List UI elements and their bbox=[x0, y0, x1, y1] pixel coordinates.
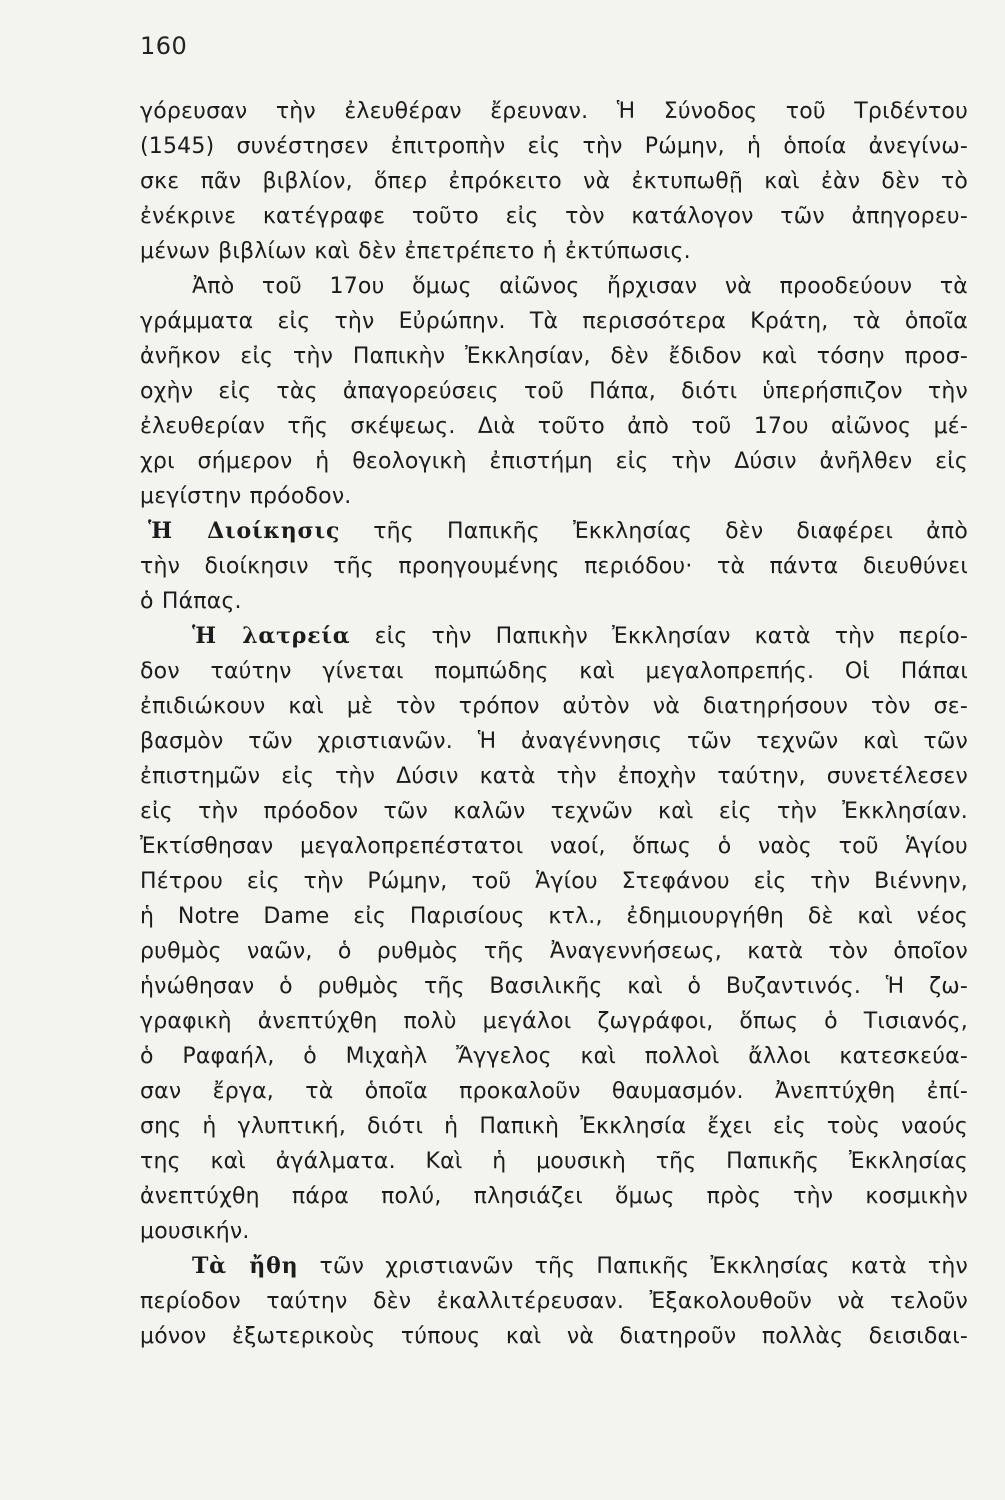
page-number: 160 bbox=[140, 32, 188, 60]
section-administration-line: Ἡ Διοίκησις τῆς Παπικῆς Ἐκκλησίας δὲν διαφέρει ἀπὸ bbox=[148, 518, 968, 544]
text-line-17: δον ταύτην γίνεται πομπώδης καὶ μεγαλοπρεπής. Οἱ Πάπαι bbox=[140, 659, 968, 684]
text-line-01: γόρευσαν τὴν ἐλευθέραν ἔρευναν. Ἡ Σύνοδος τοῦ Τριδέντου bbox=[140, 99, 968, 124]
text-line-14: τὴν διοίκησιν τῆς προηγουμένης περιόδου· τὰ πάντα διευθύνει bbox=[140, 554, 968, 579]
text-line-30: σης ἡ γλυπτική, διότι ἡ Παπικὴ Ἐκκλησία ἔχει εἰς τοὺς ναούς bbox=[140, 1114, 968, 1139]
text-line-11: χρι σήμερον ἡ θεολογικὴ ἐπιστήμη εἰς τὴν Δύσιν ἀνῆλθεν εἰς bbox=[140, 449, 968, 474]
text-line-05: μένων βιβλίων καὶ δὲν ἐπετρέπετο ἡ ἐκτύπωσις. bbox=[140, 239, 691, 264]
text-line-35: περίοδον ταύτην δὲν ἐκαλλιτέρευσαν. Ἐξακολουθοῦν νὰ τελοῦν bbox=[140, 1289, 968, 1314]
section-worship-line: Ἡ λατρεία εἰς τὴν Παπικὴν Ἐκκλησίαν κατὰ τὴν περίο- bbox=[192, 623, 968, 649]
text-line-04: ἐνέκρινε κατέγραφε τοῦτο εἰς τὸν κατάλογον τῶν ἀπηγορευ- bbox=[140, 204, 968, 229]
text-line-20: ἐπιστημῶν εἰς τὴν Δύσιν κατὰ τὴν ἐποχὴν ταύτην, συνετέλεσεν bbox=[140, 764, 968, 789]
text-line-22: Ἐκτίσθησαν μεγαλοπρεπέστατοι ναοί, ὅπως ὁ ναὸς τοῦ Ἁγίου bbox=[140, 834, 968, 859]
section-heading-worship: Ἡ λατρεία bbox=[192, 623, 351, 649]
section-morals-line: Τὰ ἤθη τῶν χριστιανῶν τῆς Παπικῆς Ἐκκλησίας κατὰ τὴν bbox=[192, 1253, 968, 1279]
text-line-27: γραφικὴ ἀνεπτύχθη πολὺ μεγάλοι ζωγράφοι, ὅπως ὁ Τισιανός, bbox=[140, 1009, 968, 1034]
text-line-10: ἐλευθερίαν τῆς σκέψεως. Διὰ τοῦτο ἀπὸ τοῦ 17ου αἰῶνος μέ- bbox=[140, 414, 968, 439]
text-line-18: ἐπιδιώκουν καὶ μὲ τὸν τρόπον αὐτὸν νὰ διατηρήσουν τὸν σε- bbox=[140, 694, 968, 719]
text-line-32: ἀνεπτύχθη πάρα πολύ, πλησιάζει ὅμως πρὸς τὴν κοσμικὴν bbox=[140, 1184, 968, 1209]
text-line-08: ἀνῆκον εἰς τὴν Παπικὴν Ἐκκλησίαν, δὲν ἔδιδον καὶ τόσην προσ- bbox=[140, 344, 968, 369]
text-line-02: (1545) συνέστησεν ἐπιτροπὴν εἰς τὴν Ρώμην, ἡ ὁποία ἀνεγίνω- bbox=[140, 134, 968, 159]
text-line-24: ἡ Notre Dame εἰς Παρισίους κτλ., ἐδημιουργήθη δὲ καὶ νέος bbox=[140, 904, 968, 929]
text-line-23: Πέτρου εἰς τὴν Ρώμην, τοῦ Ἁγίου Στεφάνου εἰς τὴν Βιέννην, bbox=[140, 869, 968, 894]
text-line-07: γράμματα εἰς τὴν Εὐρώπην. Τὰ περισσότερα Κράτη, τὰ ὁποῖα bbox=[140, 309, 968, 334]
text-line-12: μεγίστην πρόοδον. bbox=[140, 484, 352, 509]
text-line-25: ρυθμὸς ναῶν, ὁ ρυθμὸς τῆς Ἀναγεννήσεως, κατὰ τὸν ὁποῖον bbox=[140, 939, 968, 964]
text-line-03: σκε πᾶν βιβλίον, ὅπερ ἐπρόκειτο νὰ ἐκτυπωθῇ καὶ ἐὰν δὲν τὸ bbox=[140, 169, 968, 194]
text-line-28: ὁ Ραφαήλ, ὁ Μιχαὴλ Ἄγγελος καὶ πολλοὶ ἄλλοι κατεσκεύα- bbox=[140, 1044, 968, 1069]
text-line-36: μόνον ἐξωτερικοὺς τύπους καὶ νὰ διατηροῦν πολλὰς δεισιδαι- bbox=[140, 1324, 968, 1349]
text-line-09: οχὴν εἰς τὰς ἀπαγορεύσεις τοῦ Πάπα, διότι ὑπερήσπιζον τὴν bbox=[140, 379, 968, 404]
text-line-26: ἡνώθησαν ὁ ρυθμὸς τῆς Βασιλικῆς καὶ ὁ Βυζαντινός. Ἡ ζω- bbox=[140, 974, 968, 999]
text-line-19: βασμὸν τῶν χριστιανῶν. Ἡ ἀναγέννησις τῶν τεχνῶν καὶ τῶν bbox=[140, 729, 968, 754]
text-line-21: εἰς τὴν πρόοδον τῶν καλῶν τεχνῶν καὶ εἰς τὴν Ἐκκλησίαν. bbox=[140, 799, 968, 824]
text-line-29: σαν ἔργα, τὰ ὁποῖα προκαλοῦν θαυμασμόν. Ἀνεπτύχθη ἐπί- bbox=[140, 1079, 968, 1104]
section-heading-morals: Τὰ ἤθη bbox=[192, 1253, 299, 1279]
text-line-31: της καὶ ἀγάλματα. Καὶ ἡ μουσικὴ τῆς Παπικῆς Ἐκκλησίας bbox=[140, 1149, 968, 1174]
text-line-06: Ἀπὸ τοῦ 17ου ὅμως αἰῶνος ἤρχισαν νὰ προοδεύουν τὰ bbox=[192, 274, 968, 299]
body-text bbox=[140, 94, 968, 1354]
text-line-33: μουσικήν. bbox=[140, 1219, 250, 1244]
text-line-15: ὁ Πάπας. bbox=[140, 589, 242, 614]
section-heading-administration: Ἡ Διοίκησις bbox=[148, 518, 341, 544]
